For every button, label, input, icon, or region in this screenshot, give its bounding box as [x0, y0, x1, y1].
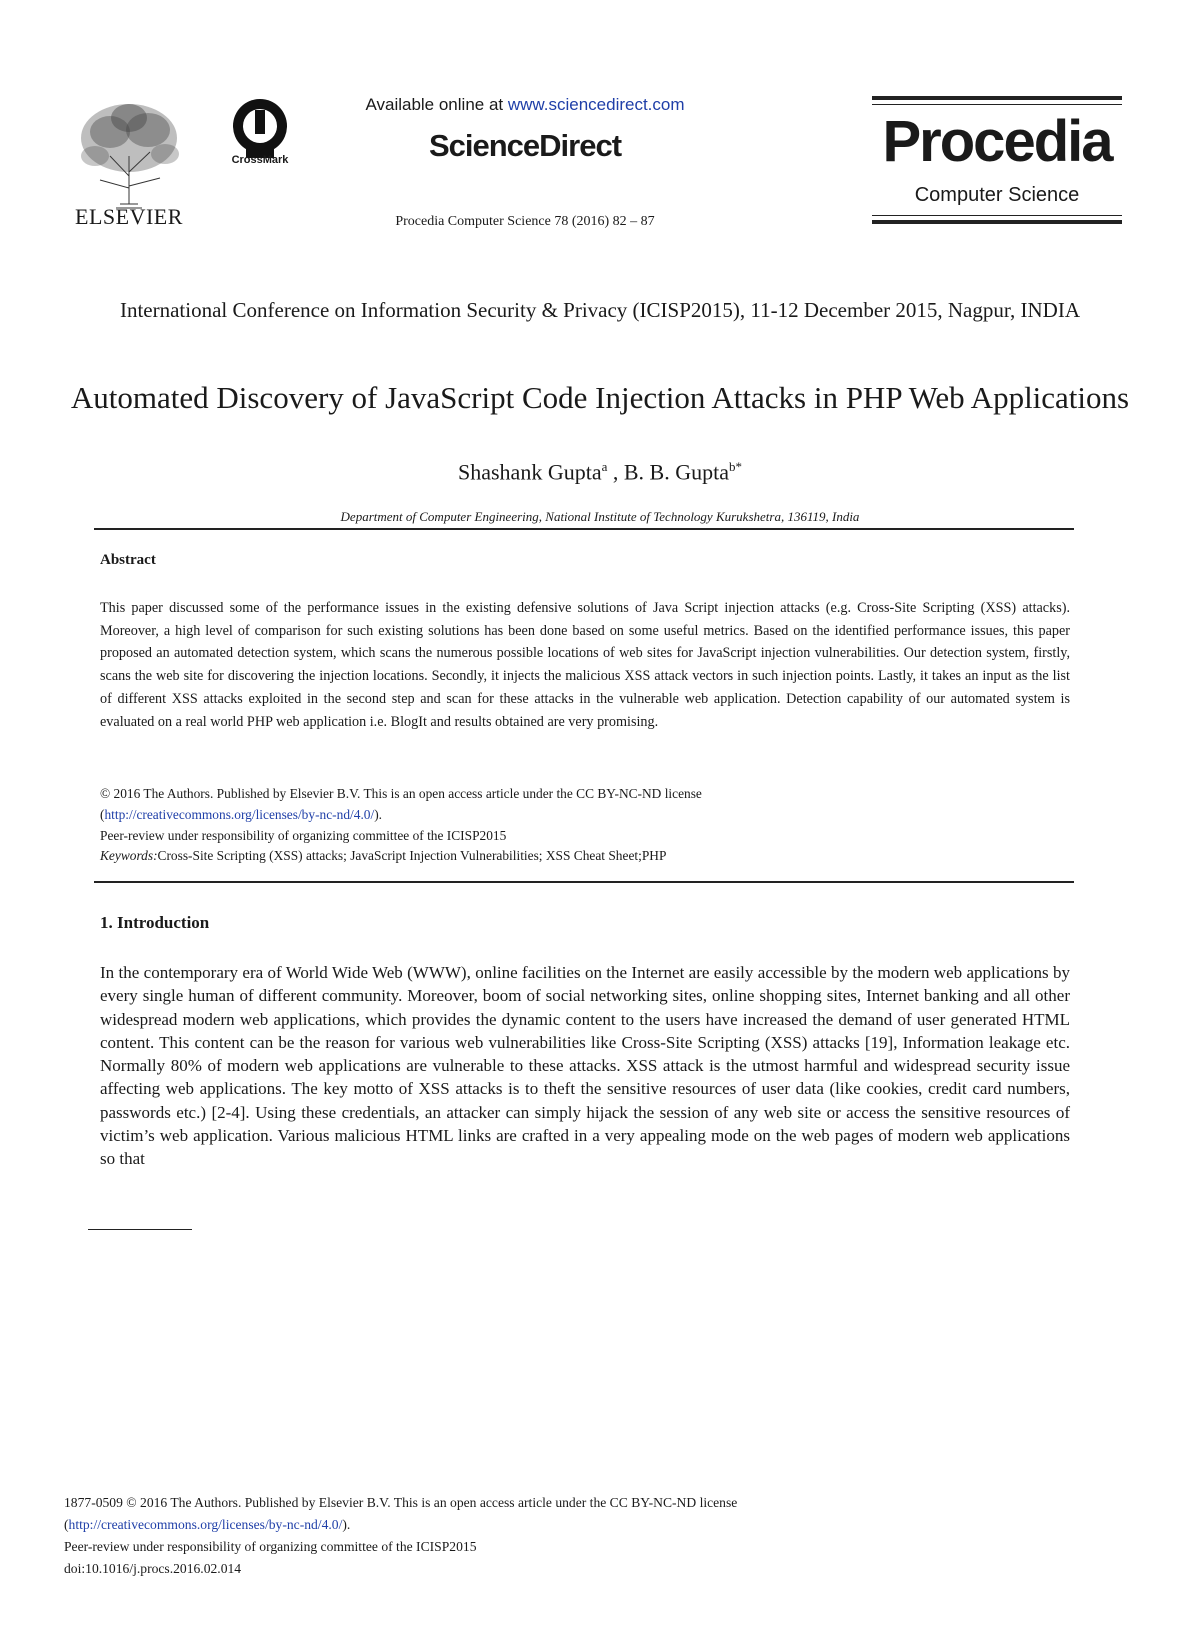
- abstract-top-rule: [94, 528, 1074, 530]
- procedia-subtitle: Computer Science: [914, 184, 1080, 206]
- page-footer: [64, 1492, 1064, 1580]
- crossmark-label: CrossMark: [231, 154, 289, 166]
- footer-peer-review: Peer-review under responsibility of organizing committee of the ICISP2015: [64, 1539, 477, 1554]
- procedia-bottom-rule-thick: [872, 220, 1122, 224]
- sciencedirect-link[interactable]: www.sciencedirect.com: [507, 95, 685, 114]
- footer-license-link[interactable]: http://creativecommons.org/licenses/by-nc-nd/4.0/: [68, 1517, 343, 1532]
- sciencedirect-wordmark: ScienceDirect: [428, 128, 622, 163]
- available-prefix: Available online at: [365, 95, 508, 114]
- issn-line: 1877-0509 © 2016 The Authors. Published by Elsevier B.V. This is an open access article under the CC BY-NC-ND license: [64, 1495, 738, 1510]
- elsevier-wordmark: ELSEVIER: [75, 204, 183, 229]
- available-online-line: [300, 95, 750, 115]
- paper-title: Automated Discovery of JavaScript Code Injection Attacks in PHP Web Applications: [70, 380, 1130, 415]
- footer-license-line: (http://creativecommons.org/licenses/by-nc-nd/4.0/).: [64, 1517, 351, 1532]
- abstract-bottom-rule: [94, 881, 1074, 883]
- procedia-bottom-rule-thin: [872, 215, 1122, 216]
- author-affiliation: Department of Computer Engineering, National Institute of Technology Kurukshetra, 136119, India: [340, 509, 860, 524]
- author-name: B. B. Gupta: [623, 459, 729, 485]
- abstract-heading: Abstract: [100, 552, 156, 568]
- journal-citation: Procedia Computer Science 78 (2016) 82 – 87: [395, 214, 655, 229]
- conference-name: International Conference on Information Security & Privacy (ICISP2015), 11-12 December 2015, Nagpur, INDIA: [119, 298, 1081, 322]
- abstract-license-note: [100, 783, 1070, 846]
- introduction-heading: 1. Introduction: [100, 913, 210, 932]
- author-separator: ,: [607, 459, 624, 485]
- author-affiliation-mark: a: [601, 459, 608, 474]
- author-affiliation-mark: b*: [729, 459, 742, 474]
- author-list: [60, 459, 1140, 485]
- procedia-wordmark: Procedia: [882, 109, 1112, 174]
- procedia-top-rule-thin: [872, 104, 1122, 105]
- abstract-body: This paper discussed some of the performance issues in the existing defensive solutions of Java Script injection attacks (e.g. Cross-Site Scripting (XSS) attacks). Moreover, a high level of comparison for such existing solutions has been done based on some useful metrics. Based on the identified performance issues, this paper proposed an automated detection system, which scans the numerous possible locations of web sites for JavaScript injection vulnerabilities. Our detection system, firstly, scans the web site for discovering the injection locations. Secondly, it injects the malicious XSS attack vectors in such injection points. Lastly, it takes an input as the list of different XSS attacks exploited in the second step and scan for these attacks in the vulnerable web application. Detection capability of our automated system is evaluated on a real world PHP web application i.e. BlogIt and results obtained are very promising.: [100, 600, 1070, 730]
- license-link[interactable]: http://creativecommons.org/licenses/by-nc-nd/4.0/: [104, 807, 375, 822]
- peer-review-line: Peer-review under responsibility of organizing committee of the ICISP2015: [100, 828, 507, 843]
- author-name: Shashank Gupta: [458, 459, 602, 485]
- keywords-line: [100, 848, 1070, 864]
- keywords-list: Cross-Site Scripting (XSS) attacks; JavaScript Injection Vulnerabilities; XSS Cheat Sheet;PHP: [157, 848, 667, 863]
- license-line: (http://creativecommons.org/licenses/by-nc-nd/4.0/).: [100, 807, 383, 822]
- copyright-line: © 2016 The Authors. Published by Elsevier B.V. This is an open access article under the CC BY-NC-ND license: [100, 786, 702, 801]
- doi-line: doi:10.1016/j.procs.2016.02.014: [64, 1561, 242, 1576]
- introduction-body: In the contemporary era of World Wide Web (WWW), online facilities on the Internet are easily accessible by the modern web applications by every single human of different community. Moreover, boom of social networking sites, online shopping sites, Internet banking and all other widespread modern web applications, which provides the dynamic content to the users have increased the demand of user generated HTML content. This content can be the reason for various web vulnerabilities like Cross-Site Scripting (XSS) attacks [19], Information leakage etc. Normally 80% of modern web applications are vulnerable to these attacks. XSS attack is the utmost harmful and widespread security issue affecting web applications. The key motto of XSS attacks is to theft the sensitive resources of user data (like cookies, credit card numbers, passwords etc.) [2-4]. Using these credentials, an attacker can simply hijack the session of any web site or access the sensitive resources of victim’s web application. Various malicious HTML links are crafted in a very appealing mode on the web pages of modern web applications so that: [100, 963, 1070, 1169]
- procedia-top-rule-thick: [872, 96, 1122, 100]
- keywords-label: Keywords:: [100, 848, 158, 863]
- footnote-rule: [88, 1229, 192, 1230]
